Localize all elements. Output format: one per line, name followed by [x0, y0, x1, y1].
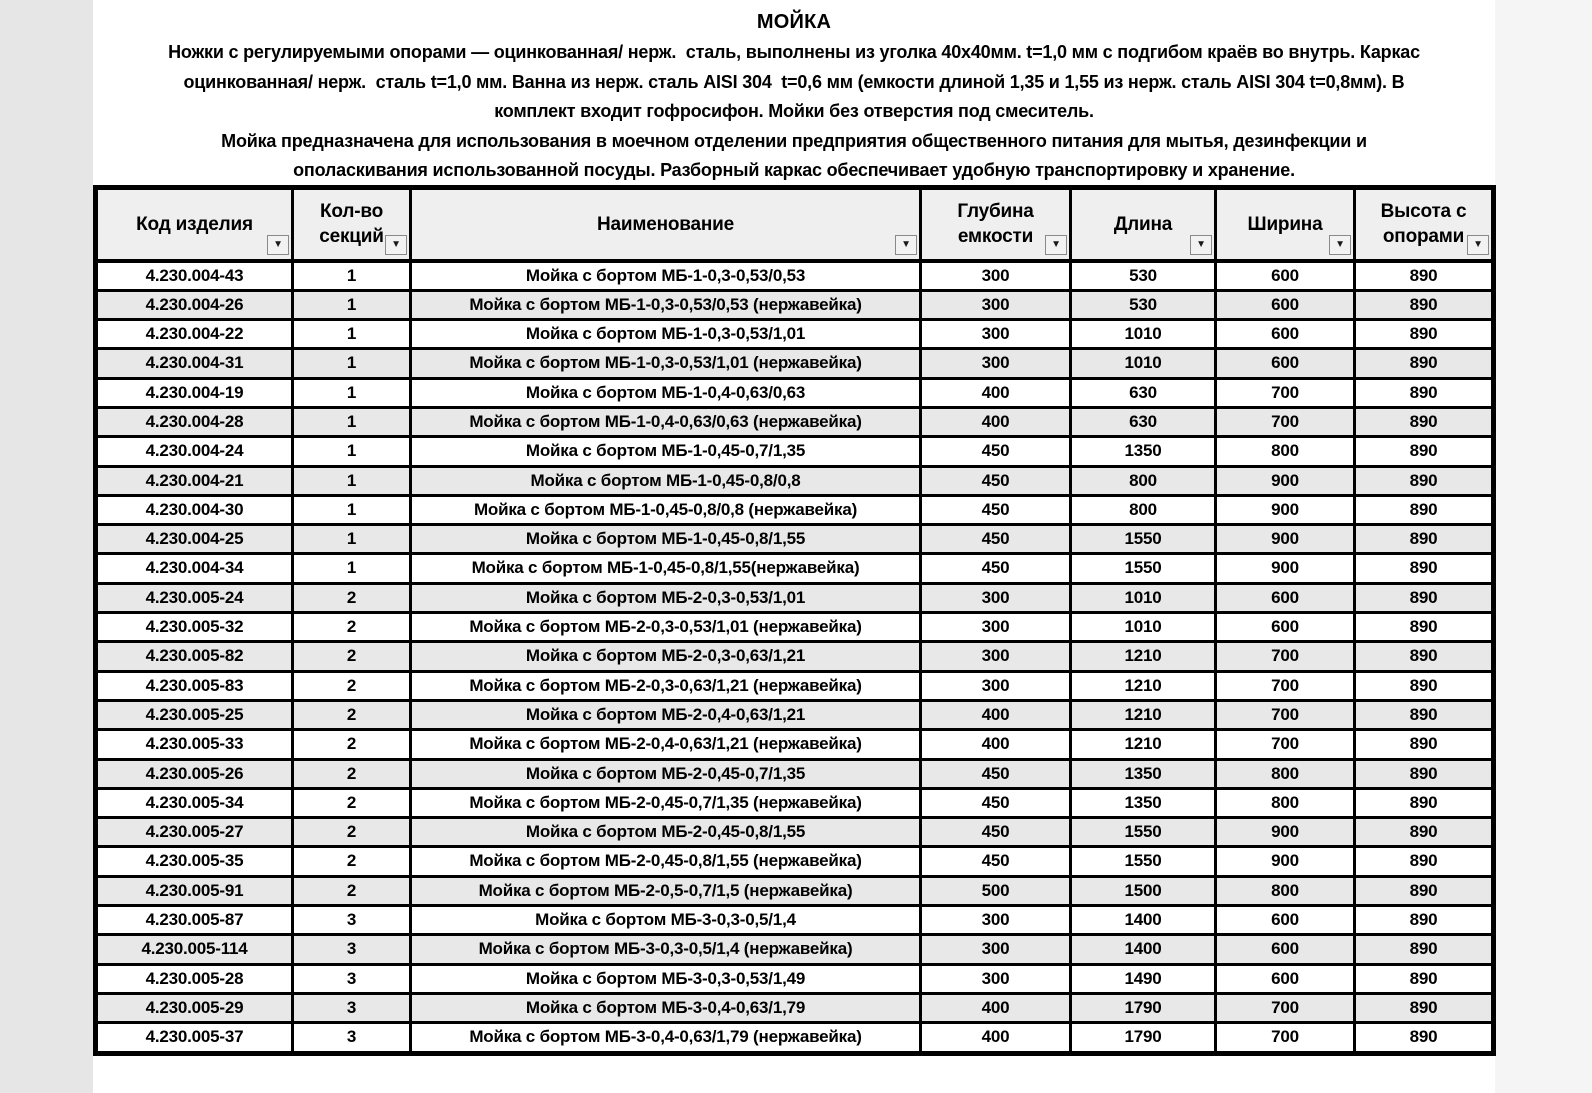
product-name-cell[interactable]: Мойка с бортом МБ-1-0,3-0,53/1,01 [411, 320, 921, 349]
column-header-label: Наименование [597, 213, 734, 235]
table-row [96, 818, 1494, 847]
product-code-cell[interactable]: 4.230.004-34 [96, 554, 293, 583]
sections-count-cell[interactable]: 3 [293, 964, 411, 993]
sections-count-cell[interactable]: 2 [293, 583, 411, 612]
width-cell[interactable]: 700 [1216, 993, 1355, 1022]
document-page [93, 0, 1495, 1093]
width-cell[interactable]: 800 [1216, 437, 1355, 466]
product-code-cell[interactable]: 4.230.005-114 [96, 935, 293, 964]
length-cell[interactable]: 530 [1071, 290, 1216, 319]
width-cell[interactable]: 900 [1216, 525, 1355, 554]
depth-cell[interactable]: 300 [921, 642, 1071, 671]
product-name-cell[interactable]: Мойка с бортом МБ-2-0,5-0,7/1,5 (нержавейка) [411, 876, 921, 905]
table-row [96, 583, 1494, 612]
width-cell[interactable]: 800 [1216, 788, 1355, 817]
intro-description [93, 38, 1495, 186]
product-code-cell[interactable]: 4.230.004-19 [96, 378, 293, 407]
depth-cell[interactable]: 300 [921, 964, 1071, 993]
width-cell[interactable]: 700 [1216, 1023, 1355, 1053]
depth-cell[interactable]: 300 [921, 290, 1071, 319]
column-header-label: Код изделия [136, 213, 253, 235]
width-cell[interactable]: 600 [1216, 320, 1355, 349]
filter-dropdown-button[interactable] [1467, 235, 1489, 255]
outer-background-right [1495, 0, 1592, 1093]
height-cell[interactable]: 890 [1355, 730, 1494, 759]
product-code-cell[interactable]: 4.230.005-87 [96, 906, 293, 935]
product-code-cell[interactable]: 4.230.004-28 [96, 407, 293, 436]
filter-dropdown-icon: ▼ [1196, 238, 1206, 250]
sections-count-cell[interactable]: 1 [293, 554, 411, 583]
depth-cell[interactable]: 300 [921, 320, 1071, 349]
height-cell[interactable]: 890 [1355, 378, 1494, 407]
depth-cell[interactable]: 400 [921, 407, 1071, 436]
table-row [96, 349, 1494, 378]
depth-cell[interactable]: 400 [921, 730, 1071, 759]
width-cell[interactable]: 700 [1216, 378, 1355, 407]
product-name-cell[interactable]: Мойка с бортом МБ-2-0,3-0,63/1,21 (нержавейка) [411, 671, 921, 700]
depth-cell[interactable]: 450 [921, 847, 1071, 876]
product-name-cell[interactable]: Мойка с бортом МБ-1-0,45-0,8/0,8 [411, 466, 921, 495]
product-code-cell[interactable]: 4.230.005-27 [96, 818, 293, 847]
table-row [96, 935, 1494, 964]
width-cell[interactable]: 600 [1216, 349, 1355, 378]
height-cell[interactable]: 890 [1355, 495, 1494, 524]
product-code-cell[interactable]: 4.230.005-34 [96, 788, 293, 817]
height-cell[interactable]: 890 [1355, 759, 1494, 788]
depth-cell[interactable]: 500 [921, 876, 1071, 905]
intro-block [93, 0, 1495, 186]
product-code-cell[interactable]: 4.230.005-83 [96, 671, 293, 700]
depth-cell[interactable]: 300 [921, 613, 1071, 642]
width-cell[interactable]: 900 [1216, 554, 1355, 583]
height-cell[interactable]: 890 [1355, 320, 1494, 349]
page-title: МОЙКА [756, 11, 832, 33]
width-cell[interactable]: 900 [1216, 466, 1355, 495]
depth-cell[interactable]: 300 [921, 261, 1071, 291]
length-cell[interactable]: 630 [1071, 407, 1216, 436]
height-cell[interactable]: 890 [1355, 935, 1494, 964]
table-row [96, 466, 1494, 495]
column-header-name[interactable] [411, 188, 921, 261]
height-cell[interactable]: 890 [1355, 876, 1494, 905]
height-cell[interactable]: 890 [1355, 583, 1494, 612]
width-cell[interactable]: 600 [1216, 261, 1355, 291]
height-cell[interactable]: 890 [1355, 671, 1494, 700]
product-name-cell[interactable]: Мойка с бортом МБ-1-0,45-0,7/1,35 [411, 437, 921, 466]
sections-count-cell[interactable]: 2 [293, 759, 411, 788]
height-cell[interactable]: 890 [1355, 261, 1494, 291]
product-code-cell[interactable]: 4.230.004-21 [96, 466, 293, 495]
length-cell[interactable]: 630 [1071, 378, 1216, 407]
length-cell[interactable]: 1210 [1071, 730, 1216, 759]
width-cell[interactable]: 800 [1216, 876, 1355, 905]
depth-cell[interactable]: 450 [921, 554, 1071, 583]
column-header-label: Ширина [1247, 213, 1323, 235]
product-name-cell[interactable]: Мойка с бортом МБ-3-0,4-0,63/1,79 [411, 993, 921, 1022]
intro-line: Ножки с регулируемыми опорами — оцинкованная/ нерж. сталь, выполнены из уголка 40х40мм. t=1,0 мм с подгибом краёв во внутрь. Каркас [168, 42, 1420, 62]
length-cell[interactable]: 1210 [1071, 700, 1216, 729]
sections-count-cell[interactable]: 1 [293, 466, 411, 495]
product-name-cell[interactable]: Мойка с бортом МБ-2-0,45-0,8/1,55 [411, 818, 921, 847]
sections-count-cell[interactable]: 2 [293, 613, 411, 642]
filter-dropdown-icon: ▼ [1473, 238, 1483, 250]
product-name-cell[interactable]: Мойка с бортом МБ-2-0,4-0,63/1,21 [411, 700, 921, 729]
table-row [96, 320, 1494, 349]
product-name-cell[interactable]: Мойка с бортом МБ-2-0,3-0,63/1,21 [411, 642, 921, 671]
sections-count-cell[interactable]: 1 [293, 525, 411, 554]
table-row [96, 642, 1494, 671]
table-row [96, 964, 1494, 993]
length-cell[interactable]: 1400 [1071, 906, 1216, 935]
column-header-label: Глубина емкости [957, 201, 1034, 248]
product-code-cell[interactable]: 4.230.004-26 [96, 290, 293, 319]
intro-line: ополаскивания использованной посуды. Разборный каркас обеспечивает удобную транспортировку и хранение. [293, 160, 1295, 180]
filter-dropdown-button[interactable] [1045, 235, 1067, 255]
sections-count-cell[interactable]: 3 [293, 906, 411, 935]
product-name-cell[interactable]: Мойка с бортом МБ-2-0,45-0,8/1,55 (нержавейка) [411, 847, 921, 876]
filter-dropdown-icon: ▼ [273, 238, 283, 250]
sections-count-cell[interactable]: 1 [293, 437, 411, 466]
filter-dropdown-icon: ▼ [901, 238, 911, 250]
length-cell[interactable]: 1550 [1071, 525, 1216, 554]
depth-cell[interactable]: 400 [921, 700, 1071, 729]
height-cell[interactable]: 890 [1355, 642, 1494, 671]
product-code-cell[interactable]: 4.230.005-35 [96, 847, 293, 876]
header-row [96, 188, 1494, 261]
table-row [96, 554, 1494, 583]
height-cell[interactable]: 890 [1355, 349, 1494, 378]
product-name-cell[interactable]: Мойка с бортом МБ-1-0,4-0,63/0,63 (нержавейка) [411, 407, 921, 436]
length-cell[interactable]: 800 [1071, 495, 1216, 524]
outer-background-left [0, 0, 93, 1093]
width-cell[interactable]: 700 [1216, 730, 1355, 759]
filter-dropdown-button[interactable] [267, 235, 289, 255]
length-cell[interactable]: 1010 [1071, 320, 1216, 349]
length-cell[interactable]: 1010 [1071, 349, 1216, 378]
product-code-cell[interactable]: 4.230.005-82 [96, 642, 293, 671]
length-cell[interactable]: 800 [1071, 466, 1216, 495]
product-name-cell[interactable]: Мойка с бортом МБ-1-0,4-0,63/0,63 [411, 378, 921, 407]
column-header-width[interactable] [1216, 188, 1355, 261]
width-cell[interactable]: 900 [1216, 495, 1355, 524]
products-table [93, 185, 1496, 1056]
length-cell[interactable]: 1400 [1071, 935, 1216, 964]
table-row [96, 788, 1494, 817]
product-code-cell[interactable]: 4.230.004-24 [96, 437, 293, 466]
length-cell[interactable]: 1210 [1071, 642, 1216, 671]
depth-cell[interactable]: 450 [921, 788, 1071, 817]
length-cell[interactable]: 530 [1071, 261, 1216, 291]
column-header-length[interactable] [1071, 188, 1216, 261]
product-name-cell[interactable]: Мойка с бортом МБ-3-0,4-0,63/1,79 (нержавейка) [411, 1023, 921, 1053]
intro-line: комплект входит гофросифон. Мойки без отверстия под смеситель. [494, 101, 1094, 121]
depth-cell[interactable]: 450 [921, 466, 1071, 495]
sections-count-cell[interactable]: 2 [293, 671, 411, 700]
table-row [96, 495, 1494, 524]
table-row [96, 700, 1494, 729]
table-row [96, 261, 1494, 291]
product-code-cell[interactable]: 4.230.004-25 [96, 525, 293, 554]
sections-count-cell[interactable]: 1 [293, 349, 411, 378]
table-row [96, 525, 1494, 554]
height-cell[interactable]: 890 [1355, 525, 1494, 554]
length-cell[interactable]: 1350 [1071, 788, 1216, 817]
product-name-cell[interactable]: Мойка с бортом МБ-1-0,3-0,53/1,01 (нержавейка) [411, 349, 921, 378]
width-cell[interactable]: 600 [1216, 613, 1355, 642]
table-row [96, 378, 1494, 407]
length-cell[interactable]: 1790 [1071, 1023, 1216, 1053]
sections-count-cell[interactable]: 2 [293, 700, 411, 729]
length-cell[interactable]: 1490 [1071, 964, 1216, 993]
sections-count-cell[interactable]: 2 [293, 847, 411, 876]
length-cell[interactable]: 1350 [1071, 759, 1216, 788]
column-header-depth[interactable] [921, 188, 1071, 261]
product-code-cell[interactable]: 4.230.005-26 [96, 759, 293, 788]
filter-dropdown-icon: ▼ [1051, 238, 1061, 250]
depth-cell[interactable]: 300 [921, 935, 1071, 964]
table-row [96, 613, 1494, 642]
depth-cell[interactable]: 400 [921, 1023, 1071, 1053]
filter-dropdown-button[interactable] [385, 235, 407, 255]
height-cell[interactable]: 890 [1355, 847, 1494, 876]
length-cell[interactable]: 1500 [1071, 876, 1216, 905]
height-cell[interactable]: 890 [1355, 993, 1494, 1022]
product-code-cell[interactable]: 4.230.005-25 [96, 700, 293, 729]
width-cell[interactable]: 900 [1216, 818, 1355, 847]
filter-dropdown-button[interactable] [1190, 235, 1212, 255]
height-cell[interactable]: 890 [1355, 613, 1494, 642]
height-cell[interactable]: 890 [1355, 290, 1494, 319]
intro-line: оцинкованная/ нерж. сталь t=1,0 мм. Ванна из нерж. сталь AISI 304 t=0,6 мм (емкости длиной 1,35 и 1,55 из нерж. сталь AISI 304 t=0,8мм). В [183, 71, 1405, 92]
sections-count-cell[interactable]: 2 [293, 730, 411, 759]
sections-count-cell[interactable]: 3 [293, 935, 411, 964]
product-name-cell[interactable]: Мойка с бортом МБ-2-0,3-0,53/1,01 (нержавейка) [411, 613, 921, 642]
table-row [96, 1023, 1494, 1053]
product-code-cell[interactable]: 4.230.005-32 [96, 613, 293, 642]
table-row [96, 290, 1494, 319]
sections-count-cell[interactable]: 1 [293, 320, 411, 349]
sections-count-cell[interactable]: 1 [293, 290, 411, 319]
height-cell[interactable]: 890 [1355, 906, 1494, 935]
product-name-cell[interactable]: Мойка с бортом МБ-3-0,3-0,5/1,4 [411, 906, 921, 935]
width-cell[interactable]: 600 [1216, 906, 1355, 935]
filter-dropdown-button[interactable] [1329, 235, 1351, 255]
product-code-cell[interactable]: 4.230.004-22 [96, 320, 293, 349]
product-name-cell[interactable]: Мойка с бортом МБ-1-0,45-0,8/0,8 (нержавейка) [411, 495, 921, 524]
width-cell[interactable]: 600 [1216, 290, 1355, 319]
height-cell[interactable]: 890 [1355, 407, 1494, 436]
sections-count-cell[interactable]: 1 [293, 261, 411, 291]
height-cell[interactable]: 890 [1355, 554, 1494, 583]
height-cell[interactable]: 890 [1355, 466, 1494, 495]
product-code-cell[interactable]: 4.230.005-28 [96, 964, 293, 993]
product-name-cell[interactable]: Мойка с бортом МБ-1-0,3-0,53/0,53 [411, 261, 921, 291]
table-row [96, 407, 1494, 436]
table-row [96, 906, 1494, 935]
table-row [96, 437, 1494, 466]
width-cell[interactable]: 700 [1216, 642, 1355, 671]
sections-count-cell[interactable]: 2 [293, 642, 411, 671]
depth-cell[interactable]: 300 [921, 906, 1071, 935]
sections-count-cell[interactable]: 2 [293, 818, 411, 847]
depth-cell[interactable]: 450 [921, 759, 1071, 788]
sections-count-cell[interactable]: 3 [293, 1023, 411, 1053]
length-cell[interactable]: 1010 [1071, 583, 1216, 612]
height-cell[interactable]: 890 [1355, 818, 1494, 847]
depth-cell[interactable]: 400 [921, 378, 1071, 407]
product-code-cell[interactable]: 4.230.005-37 [96, 1023, 293, 1053]
length-cell[interactable]: 1550 [1071, 554, 1216, 583]
width-cell[interactable]: 600 [1216, 964, 1355, 993]
product-code-cell[interactable]: 4.230.005-29 [96, 993, 293, 1022]
product-name-cell[interactable]: Мойка с бортом МБ-2-0,45-0,7/1,35 (нержавейка) [411, 788, 921, 817]
sections-count-cell[interactable]: 1 [293, 407, 411, 436]
sections-count-cell[interactable]: 1 [293, 378, 411, 407]
product-name-cell[interactable]: Мойка с бортом МБ-1-0,3-0,53/0,53 (нержавейка) [411, 290, 921, 319]
product-name-cell[interactable]: Мойка с бортом МБ-3-0,3-0,5/1,4 (нержавейка) [411, 935, 921, 964]
filter-dropdown-icon: ▼ [391, 238, 401, 250]
product-name-cell[interactable]: Мойка с бортом МБ-2-0,45-0,7/1,35 [411, 759, 921, 788]
table-row [96, 993, 1494, 1022]
depth-cell[interactable]: 300 [921, 671, 1071, 700]
product-code-cell[interactable]: 4.230.005-24 [96, 583, 293, 612]
depth-cell[interactable]: 400 [921, 993, 1071, 1022]
length-cell[interactable]: 1550 [1071, 847, 1216, 876]
product-code-cell[interactable]: 4.230.004-30 [96, 495, 293, 524]
intro-line: Мойка предназначена для использования в моечном отделении предприятия общественного питания для мытья, дезинфекции и [221, 130, 1367, 151]
depth-cell[interactable]: 450 [921, 495, 1071, 524]
depth-cell[interactable]: 300 [921, 349, 1071, 378]
sections-count-cell[interactable]: 2 [293, 876, 411, 905]
length-cell[interactable]: 1010 [1071, 613, 1216, 642]
width-cell[interactable]: 800 [1216, 759, 1355, 788]
filter-dropdown-icon: ▼ [1335, 238, 1345, 250]
width-cell[interactable]: 700 [1216, 671, 1355, 700]
sections-count-cell[interactable]: 3 [293, 993, 411, 1022]
length-cell[interactable]: 1350 [1071, 437, 1216, 466]
table-row [96, 759, 1494, 788]
column-header-label: Кол-во секций [319, 201, 384, 248]
filter-dropdown-button[interactable] [895, 235, 917, 255]
height-cell[interactable]: 890 [1355, 1023, 1494, 1053]
length-cell[interactable]: 1550 [1071, 818, 1216, 847]
product-code-cell[interactable]: 4.230.005-91 [96, 876, 293, 905]
depth-cell[interactable]: 450 [921, 437, 1071, 466]
width-cell[interactable]: 900 [1216, 847, 1355, 876]
column-header-label: Высота с опорами [1380, 201, 1467, 248]
table-row [96, 671, 1494, 700]
product-name-cell[interactable]: Мойка с бортом МБ-1-0,45-0,8/1,55(нержавейка) [411, 554, 921, 583]
depth-cell[interactable]: 450 [921, 525, 1071, 554]
width-cell[interactable]: 700 [1216, 407, 1355, 436]
product-name-cell[interactable]: Мойка с бортом МБ-3-0,3-0,53/1,49 [411, 964, 921, 993]
table-row [96, 847, 1494, 876]
depth-cell[interactable]: 450 [921, 818, 1071, 847]
column-header-code[interactable] [96, 188, 293, 261]
column-header-label: Длина [1113, 213, 1173, 235]
sections-count-cell[interactable]: 2 [293, 788, 411, 817]
width-cell[interactable]: 700 [1216, 700, 1355, 729]
depth-cell[interactable]: 300 [921, 583, 1071, 612]
height-cell[interactable]: 890 [1355, 964, 1494, 993]
column-header-sections[interactable] [293, 188, 411, 261]
product-name-cell[interactable]: Мойка с бортом МБ-2-0,3-0,53/1,01 [411, 583, 921, 612]
table-row [96, 730, 1494, 759]
height-cell[interactable]: 890 [1355, 788, 1494, 817]
product-name-cell[interactable]: Мойка с бортом МБ-1-0,45-0,8/1,55 [411, 525, 921, 554]
product-name-cell[interactable]: Мойка с бортом МБ-2-0,4-0,63/1,21 (нержавейка) [411, 730, 921, 759]
width-cell[interactable]: 600 [1216, 935, 1355, 964]
product-code-cell[interactable]: 4.230.004-31 [96, 349, 293, 378]
product-code-cell[interactable]: 4.230.005-33 [96, 730, 293, 759]
height-cell[interactable]: 890 [1355, 437, 1494, 466]
height-cell[interactable]: 890 [1355, 700, 1494, 729]
width-cell[interactable]: 600 [1216, 583, 1355, 612]
sections-count-cell[interactable]: 1 [293, 495, 411, 524]
column-header-height[interactable] [1355, 188, 1494, 261]
product-code-cell[interactable]: 4.230.004-43 [96, 261, 293, 291]
table-row [96, 876, 1494, 905]
length-cell[interactable]: 1210 [1071, 671, 1216, 700]
length-cell[interactable]: 1790 [1071, 993, 1216, 1022]
